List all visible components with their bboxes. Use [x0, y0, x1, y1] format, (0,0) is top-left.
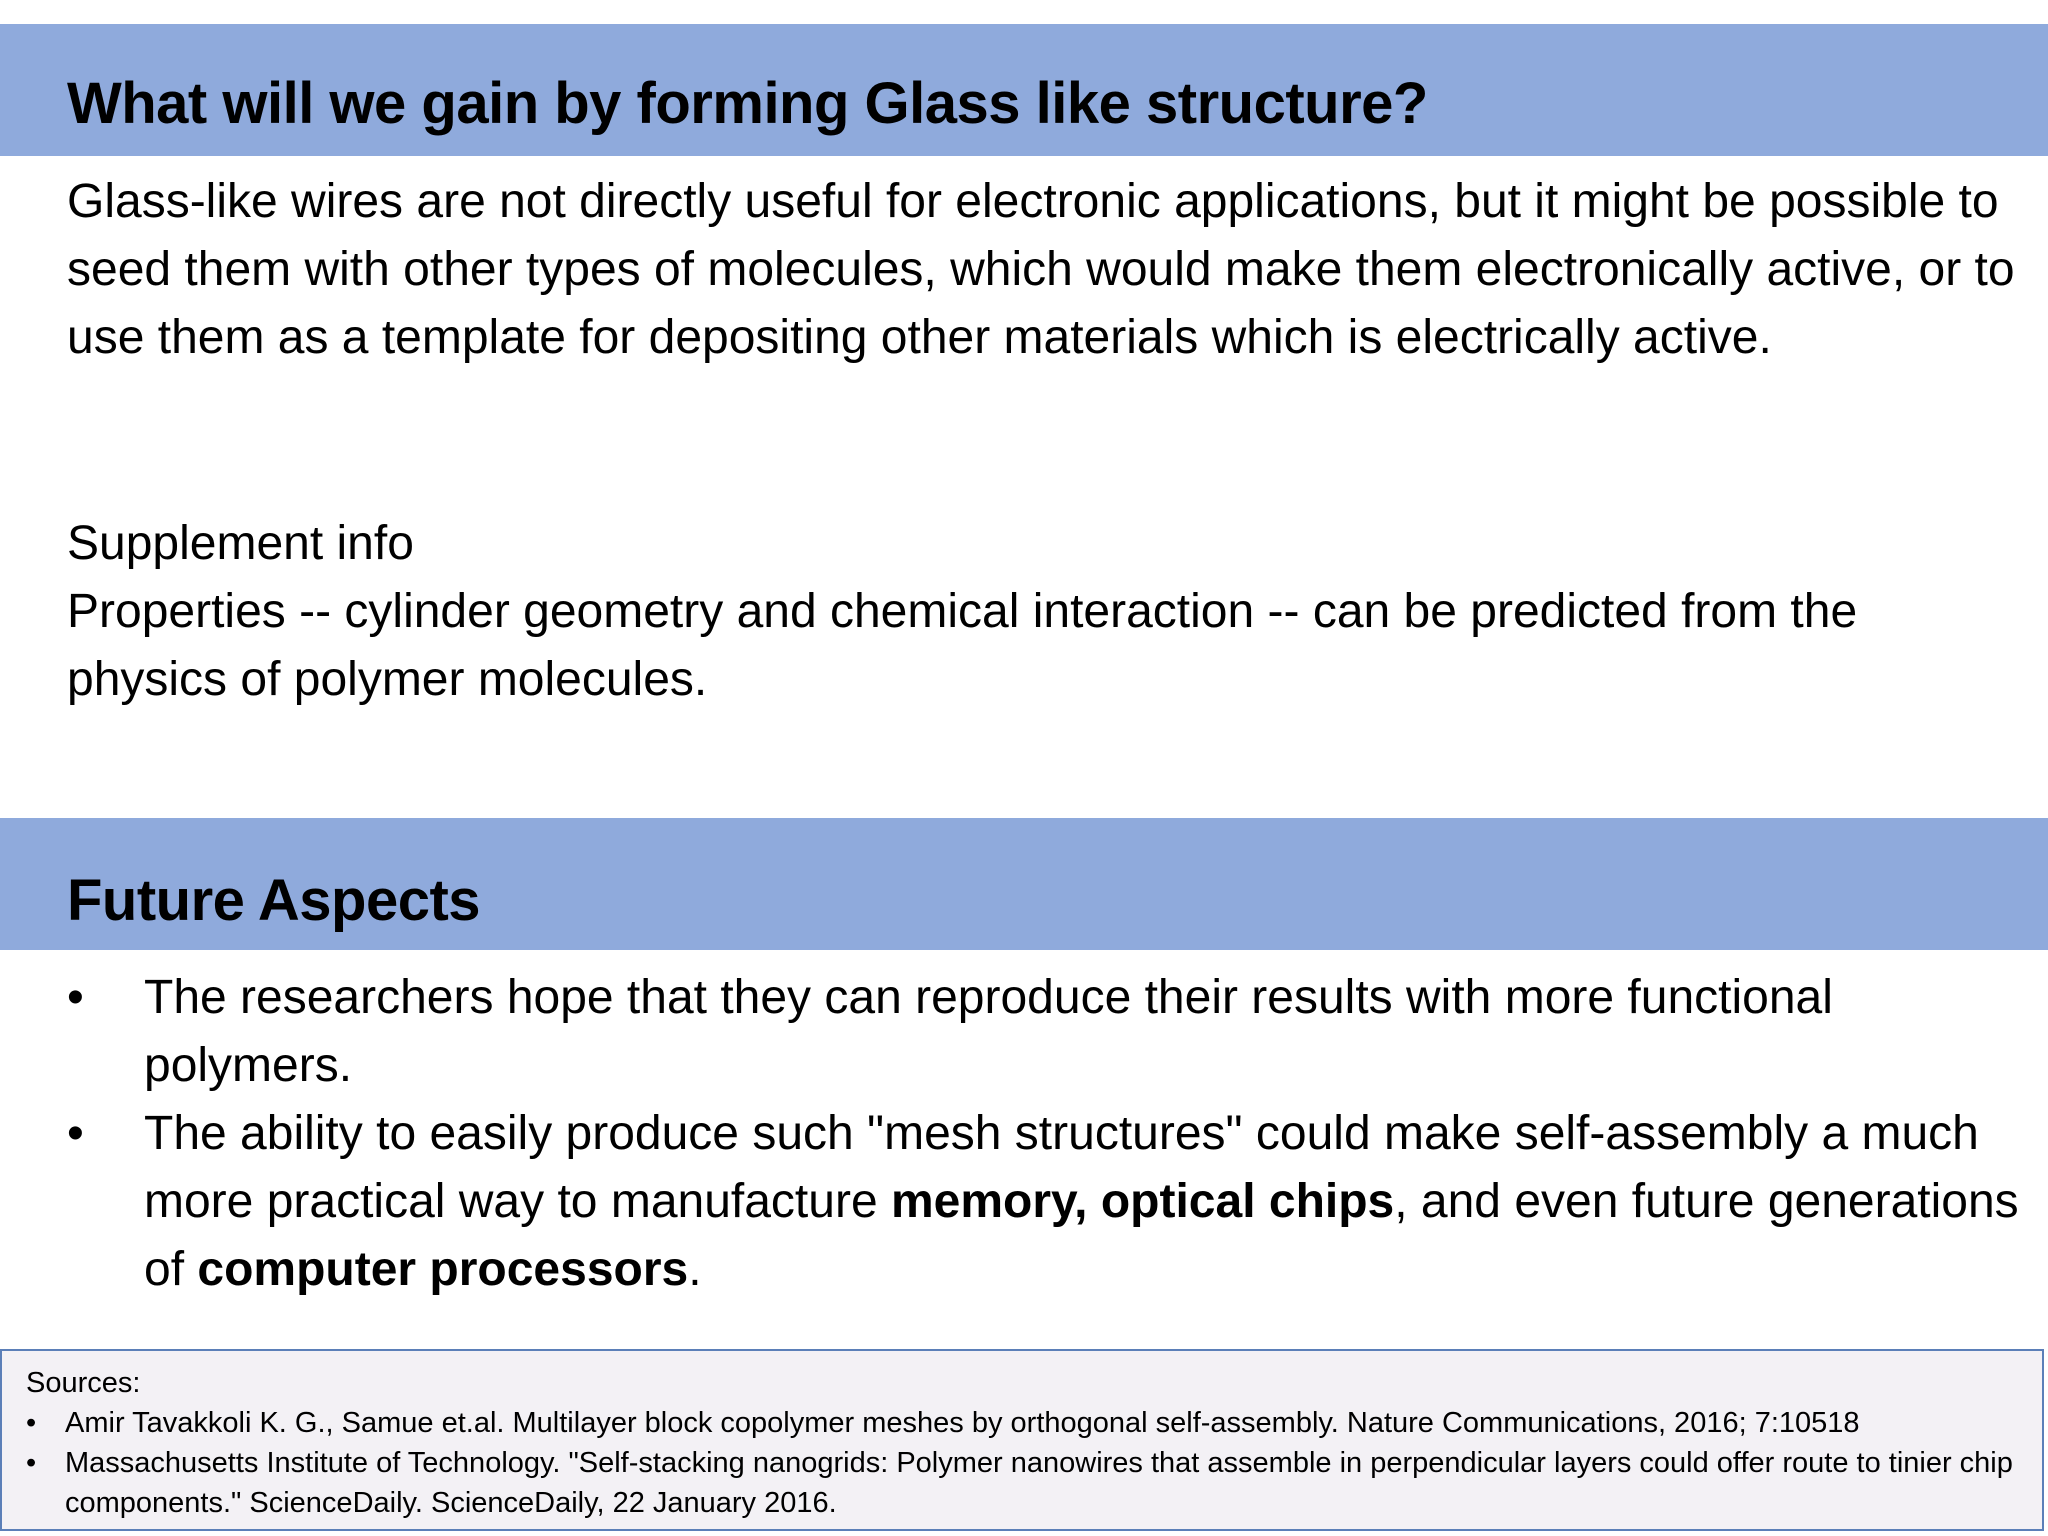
bullet-icon: •: [67, 1107, 84, 1160]
source-item: [26, 1403, 2022, 1443]
section-header-glass: [0, 24, 2048, 156]
list-item: [67, 1100, 2032, 1304]
source-text: Massachusetts Institute of Technology. "Self-stacking nanogrids: Polymer nanowires that assemble in perpendicular layers could offer route to tinier chip components." ScienceDaily. ScienceDaily, 22 January 2016.: [65, 1447, 2013, 1519]
future-aspects-list: [67, 964, 2032, 1304]
section-header-future: [0, 818, 2048, 950]
bullet-icon: •: [26, 1407, 37, 1439]
text-run: , and even future generations of: [144, 1175, 2019, 1296]
bold-text-computer-processors: computer processors: [197, 1243, 689, 1296]
source-text: Amir Tavakkoli K. G., Samue et.al. Multilayer block copolymer meshes by orthogonal self-assembly. Nature Communications, 2016; 7:10518: [65, 1407, 1860, 1439]
section-title-glass: What will we gain by forming Glass like structure?: [67, 71, 1428, 136]
sources-box: [0, 1349, 2044, 1531]
bullet-icon: •: [26, 1447, 37, 1479]
bullet-icon: •: [67, 971, 84, 1024]
section-title-future: Future Aspects: [67, 868, 481, 933]
list-item-text: The researchers hope that they can reproduce their results with more functional polymers.: [144, 971, 1833, 1092]
sources-list: [26, 1403, 2022, 1523]
supplement-text: Properties -- cylinder geometry and chemical interaction -- can be predicted from the physics of polymer molecules.: [67, 585, 1858, 706]
sources-label: Sources:: [26, 1367, 141, 1399]
glass-paragraph: Glass-like wires are not directly useful for electronic applications, but it might be possible to seed them with other types of molecules, which would make them electronically active, or to use them as a template for depositing other materials which is electrically active.: [67, 175, 2015, 364]
list-item: [67, 964, 2032, 1100]
text-run: The ability to easily produce such "mesh structures" could make self-assembly a much more practical way to manufacture: [144, 1107, 1979, 1228]
supplement-block: [67, 510, 2027, 714]
bold-text-memory-optical-chips: memory, optical chips: [890, 1175, 1395, 1228]
text-run: .: [688, 1243, 702, 1296]
supplement-label: Supplement info: [67, 517, 414, 570]
source-item: [26, 1443, 2022, 1523]
list-item-text: [144, 1107, 2019, 1296]
